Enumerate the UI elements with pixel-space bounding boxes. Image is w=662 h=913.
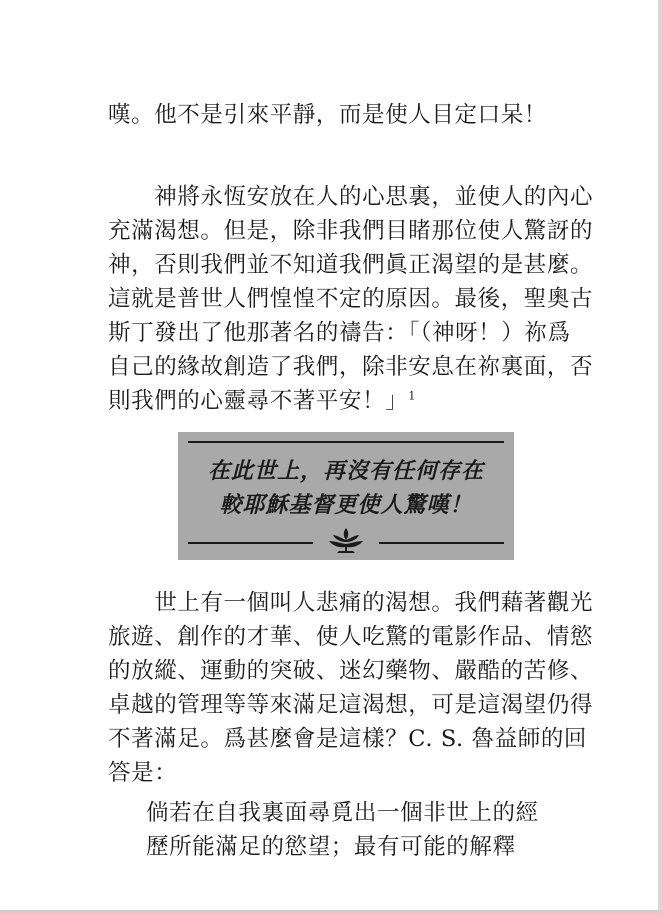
text-line: 的放縱、運動的突破、迷幻藥物、嚴酷的苦修、 (108, 658, 594, 684)
pull-quote-box (178, 432, 514, 560)
callout-bottom-right-rule (379, 542, 504, 544)
callout-bottom-left-rule (188, 542, 313, 544)
text-line: 充滿渴想。但是，除非我們目睹那位使人驚訝的 (108, 218, 594, 244)
text-line: 神將永恆安放在人的心思裏，並使人的內心 (108, 184, 594, 210)
text-line: 這就是普世人們惶惶不定的原因。最後，聖奧古 (108, 286, 594, 312)
pull-quote-line-1: 在此世上，再沒有任何存在 (207, 458, 484, 484)
text-line: 旅遊、創作的才華、使人吃驚的電影作品、情慾 (108, 624, 594, 650)
text-line (108, 384, 608, 418)
text-line: 自己的緣故創造了我們，除非安息在祢裏面，否 (108, 354, 594, 380)
text-line: 倘若在自我裏面尋覓出一個非世上的經 (146, 800, 539, 826)
footnote-marker: 1 (408, 389, 416, 403)
text-line: 嘆。他不是引來平靜，而是使人目定口呆！ (108, 102, 547, 128)
text-line: 卓越的管理等等來滿足這渴想，可是這渴望仍得 (108, 692, 594, 718)
paragraph-continuation (108, 98, 608, 132)
text-line: 答是： (108, 760, 178, 786)
lotus-flower-icon (326, 526, 366, 556)
text-line: 不著滿足。爲甚麼會是這樣？C. S. 魯益師的回 (108, 726, 588, 752)
text-line: 斯丁發出了他那著名的禱告：「（神呀！）祢爲 (108, 320, 571, 346)
paragraph-longing (108, 586, 608, 790)
pull-quote-text (178, 454, 514, 522)
scan-edge-shadow (658, 0, 662, 913)
callout-top-rule (188, 441, 504, 443)
block-quotation (146, 796, 576, 864)
paragraph-eternity (108, 180, 608, 418)
text-line: 神，否則我們並不知道我們眞正渴望的是甚麼。 (108, 252, 594, 278)
text-line: 歷所能滿足的慾望；最有可能的解釋 (146, 834, 516, 860)
text-line-content: 則我們的心靈尋不著平安！」 (108, 388, 409, 414)
pull-quote-line-2: 較耶穌基督更使人驚嘆！ (219, 492, 473, 518)
text-line: 世上有一個叫人悲痛的渴想。我們藉著觀光 (108, 590, 594, 616)
